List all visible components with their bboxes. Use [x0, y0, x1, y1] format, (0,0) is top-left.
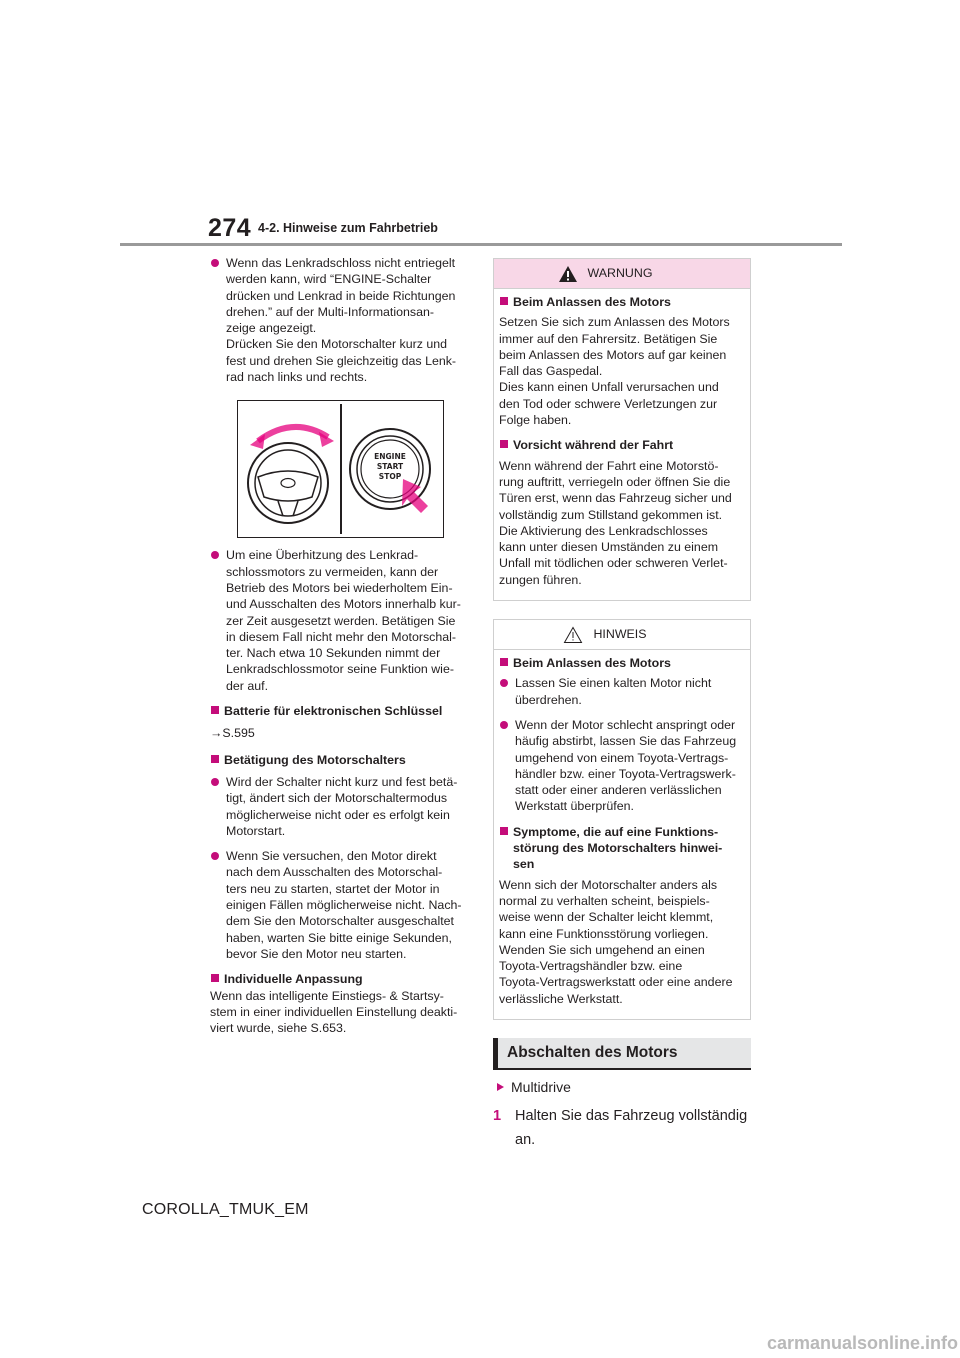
list-item: Um eine Überhitzung des Lenkrad- schlossmotors zu vermeiden, kann der Betrieb des Motors bei wiederholtem Ein- und Ausschalten des Motors innerhalb kur- zer Zeit ausgesetzt werden. Betätigen Sie in diesem Fall nicht mehr den Motorschal- ter. Nach etwa 10 Sekunden nimmt der Lenkradschlossmotor seine Funktion wie- der auf.: [210, 547, 468, 694]
subheading: Batterie für elektronischen Schlüssel: [210, 703, 468, 719]
right-column: [493, 258, 751, 1152]
warning-box: [493, 258, 751, 601]
note-box: [493, 619, 751, 1020]
step-item: [493, 1104, 751, 1152]
paragraph: Wenn das intelligente Einstiegs- & Startsy- stem in einer individuellen Einstellung deakti- viert wurde, siehe S.653.: [210, 988, 458, 1036]
list-item: Wird der Schalter nicht kurz und fest betä- tigt, ändert sich der Motorschaltermodus möglicherweise nicht oder es erfolgt kein Motorstart.: [210, 774, 468, 839]
paragraph: Wenn sich der Motorschalter anders als normal zu verhalten scheint, beispiels- weise wenn der Schalter leicht klemmt, kann eine Funktionsstörung vorliegen. Wenden Sie sich umgehend an einen Toyota-Vertragshändler bzw. eine Toyota-Vertragswerkstatt oder eine andere verlässliche Werkstatt.: [499, 877, 733, 1006]
caution-icon: [563, 626, 583, 644]
section-title: 4-2. Hinweise zum Fahrbetrieb: [258, 221, 438, 235]
start-label: START: [376, 462, 404, 472]
steering-lock-figure: [237, 400, 444, 538]
warning-header: [494, 259, 750, 289]
warning-title: WARNUNG: [587, 266, 653, 281]
paragraph: Wenn während der Fahrt eine Motorstö- rung auftritt, verriegeln oder öffnen Sie die Türen erst, wenn das Fahrzeug sicher und vollständig zum Stillstand gekommen ist. Die Aktivierung des Lenkradschlosses kann unter diesen Umständen zu einem Unfall mit tödlichen oder schweren Verlet- zungen führen.: [499, 458, 732, 587]
step-text: Halten Sie das Fahrzeug vollständig an.: [515, 1108, 748, 1149]
list-item: Wenn der Motor schlecht anspringt oder häufig abstirbt, lassen Sie das Fahrzeug umgehend von einem Toyota-Vertrags- händler bzw. einer Toyota-Vertragswerk- statt oder einer anderen verlässlichen Werkstatt überprüfen.: [499, 717, 745, 815]
list-item: Lassen Sie einen kalten Motor nicht überdrehen.: [499, 675, 745, 708]
subheading: Beim Anlassen des Motors: [499, 655, 745, 671]
header-rule: [120, 243, 842, 246]
note-header: [494, 620, 750, 650]
subheading: Beim Anlassen des Motors: [499, 294, 745, 310]
note-title: HINWEIS: [593, 627, 647, 642]
watermark: carmanualsonline.info: [766, 1333, 958, 1353]
list-item: Wenn Sie versuchen, den Motor direkt nach dem Ausschalten des Motorschal- ters neu zu starten, startet der Motor in einigen Fällen möglicherweise nicht. Nach- dem Sie den Motorschalter ausgeschaltet haben, warten Sie bitte einige Sekunden, bevor Sie den Motor neu starten.: [210, 848, 468, 962]
list-item: Wenn das Lenkradschloss nicht entriegelt werden kann, wird “ENGINE-Schalter drücken und Lenkrad in beide Richtungen drehen.” auf der Multi-Informationsan- zeige angezeigt. Drücken Sie den Motorschalter kurz und fest und drehen Sie gleichzeitig das Lenk- rad nach links und rechts.: [210, 255, 468, 385]
steering-lock-illustration: [238, 401, 443, 537]
subheading: Vorsicht während der Fahrt: [499, 437, 745, 453]
subheading: Individuelle Anpassung: [210, 971, 468, 987]
section-heading: Abschalten des Motors: [493, 1038, 751, 1070]
stop-label: STOP: [378, 472, 402, 482]
subheading: Symptome, die auf eine Funktions- störung des Motorschalters hinwei- sen: [499, 824, 745, 873]
page-number: 274: [208, 214, 252, 242]
page-reference: →S.595: [210, 726, 255, 741]
engine-label: ENGINE: [374, 452, 406, 462]
subheading: Betätigung des Motorschalters: [210, 752, 468, 768]
paragraph: Setzen Sie sich zum Anlassen des Motors immer auf den Fahrersitz. Betätigen Sie beim Anlassen des Motors auf gar keinen Fall das Gaspedal. Dies kann einen Unfall verursachen und den Tod oder schwere Verletzungen zur Folge haben.: [499, 315, 730, 428]
multidrive-label: Multidrive: [493, 1079, 751, 1095]
footer-model-code: COROLLA_TMUK_EM: [142, 1201, 309, 1218]
left-column: [210, 255, 468, 1045]
step-number: 1: [493, 1108, 502, 1125]
warning-icon: [558, 265, 578, 283]
